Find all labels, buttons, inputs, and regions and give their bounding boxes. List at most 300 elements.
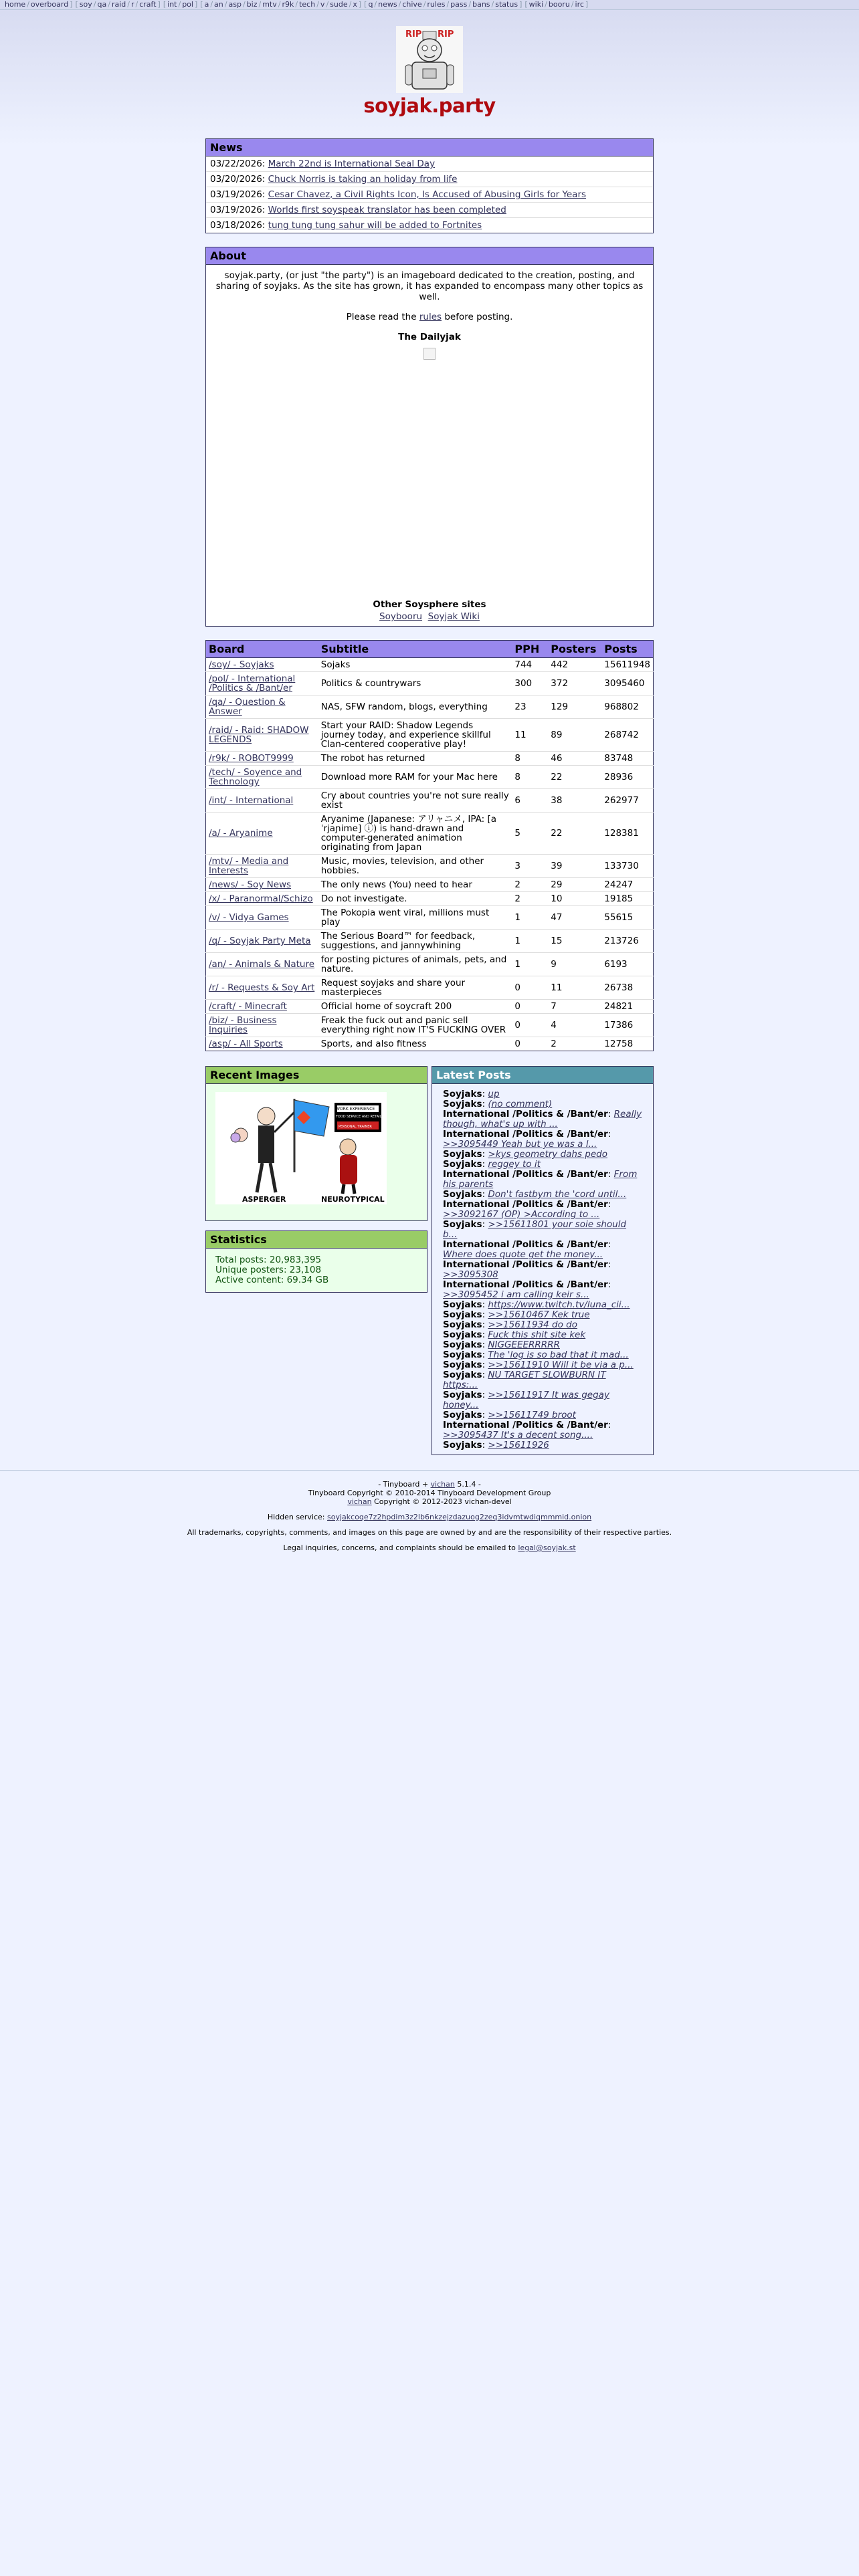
nav-link-chive[interactable]: chive [402, 0, 422, 9]
nav-link-raid[interactable]: raid [111, 0, 126, 9]
nav-link-a[interactable]: a [204, 0, 209, 9]
legal-email-link[interactable]: legal@soyjak.st [518, 1543, 576, 1552]
board-link[interactable]: /r9k/ - ROBOT9999 [209, 753, 294, 764]
board-pph-cell: 300 [512, 672, 548, 695]
latest-post-link[interactable]: NIGGEEERRRRR [488, 1339, 560, 1350]
board-posters-cell: 372 [548, 672, 601, 695]
statistics-box [205, 1230, 427, 1293]
latest-post-link[interactable]: Don't fastbym the 'cord until... [488, 1189, 627, 1200]
rules-post-text: before posting. [442, 312, 513, 322]
latest-post-link[interactable]: >kys geometry dahs pedo [488, 1149, 607, 1160]
board-subtitle-cell: NAS, SFW random, blogs, everything [318, 695, 512, 719]
latest-posts-list [432, 1084, 653, 1455]
nav-link-int[interactable]: int [167, 0, 177, 9]
board-row [206, 976, 654, 1000]
board-posters-cell: 89 [548, 719, 601, 752]
news-item [206, 203, 653, 218]
latest-post-board: International /Politics & /Bant/er [443, 1109, 608, 1119]
board-posts-cell: 262977 [601, 789, 653, 813]
sign-text-3: PERSONAL TRAINER [339, 1125, 372, 1129]
board-link[interactable]: /x/ - Paranormal/Schizo [209, 893, 313, 904]
board-posts-cell: 268742 [601, 719, 653, 752]
latest-post-link[interactable]: >>3095449 Yeah but ye was a l... [443, 1139, 597, 1150]
board-pph-cell: 11 [512, 719, 548, 752]
nav-link-q[interactable]: q [368, 0, 373, 9]
latest-post-item: International /Politics & /Bant/er: >>3095437 It's a decent song.... [443, 1420, 611, 1440]
board-link[interactable]: /a/ - Aryanime [209, 828, 273, 839]
board-posts-cell: 133730 [601, 855, 653, 878]
footer [0, 1470, 859, 1552]
about-text: soyjak.party, (or just "the party") is an imageboard dedicated to the creation, posting, and sharing of soyjaks. As the site has grown, it has expanded to encompass many other topics as well. [215, 270, 644, 302]
board-link[interactable]: /qa/ - Question & Answer [209, 697, 286, 717]
board-subtitle-cell: Aryanime (Japanese: アリャニメ, IPA: [aˈrjaɲime] ⓘ) is hand-drawn and computer-generated animation originating from Japan [318, 813, 512, 855]
board-row [206, 672, 654, 695]
latest-post-item: Soyjaks: >kys geometry dahs pedo [443, 1149, 607, 1160]
latest-post-link[interactable]: >>15611749 broot [488, 1410, 576, 1420]
about-box [205, 247, 654, 627]
latest-post-item: Soyjaks: >>15610467 Kek true [443, 1309, 590, 1320]
news-date: 03/22/2026: [210, 158, 266, 169]
board-link[interactable]: /tech/ - Soyence and Technology [209, 767, 302, 787]
board-posters-cell: 2 [548, 1037, 601, 1051]
nav-link-mtv[interactable]: mtv [262, 0, 277, 9]
footer-trademark: All trademarks, copyrights, comments, and images on this page are owned by and are the responsibility of their respective parties. [187, 1528, 672, 1537]
board-posts-cell: 26738 [601, 976, 653, 1000]
footer-version-post: 5.1.4 - [454, 1480, 481, 1489]
latest-posts-box [432, 1066, 654, 1455]
latest-post-link[interactable]: >>3092167 (OP) >According to ... [443, 1209, 600, 1220]
latest-post-board: Soyjaks [443, 1390, 482, 1400]
footer-hidden-service [0, 1513, 859, 1521]
latest-post-link[interactable]: Really though, what's up with ... [443, 1109, 642, 1130]
board-link[interactable]: /int/ - International [209, 795, 294, 806]
latest-post-board: Soyjaks [443, 1319, 482, 1330]
broken-image-icon [423, 348, 436, 360]
news-item [206, 218, 653, 233]
recent-images-title: Recent Images [206, 1067, 427, 1084]
board-posters-cell: 29 [548, 878, 601, 892]
board-pph-cell: 0 [512, 976, 548, 1000]
latest-post-link[interactable]: >>3095308 [443, 1269, 498, 1280]
nav-link-qa[interactable]: qa [97, 0, 107, 9]
latest-post-link[interactable]: >>15610467 Kek true [488, 1309, 590, 1320]
news-link[interactable]: March 22nd is International Seal Day [268, 158, 436, 169]
latest-post-board: International /Politics & /Bant/er [443, 1259, 608, 1270]
board-posters-cell: 22 [548, 813, 601, 855]
board-pph-cell: 23 [512, 695, 548, 719]
nav-link-bans[interactable]: bans [472, 0, 490, 9]
board-subtitle-cell: Request soyjaks and share your masterpieces [318, 976, 512, 1000]
board-row [206, 789, 654, 813]
board-subtitle-cell: Cry about countries you're not sure really exist [318, 789, 512, 813]
board-pph-cell: 8 [512, 752, 548, 766]
latest-post-item: Soyjaks: https://www.twitch.tv/luna_cii... [443, 1299, 630, 1310]
latest-post-link[interactable]: up [488, 1089, 500, 1099]
top-navigation-bar: home / overboard ] [ soy / qa / raid / r / craft ] [ int / pol ] [ a / an / asp / biz / mtv / r9k / tech / v / sude / x ] [ q / news / chive / rules / pass / bans / status ] [ wiki / booru / irc ] [0, 0, 859, 10]
sign-text-1: WORK EXPERIENCE [336, 1107, 375, 1111]
board-subtitle-cell: The robot has returned [318, 752, 512, 766]
latest-post-item: Soyjaks: The 'log is so bad that it mad... [443, 1350, 629, 1360]
board-subtitle-cell: Freak the fuck out and panic sell everything right now IT'S FUCKING OVER [318, 1014, 512, 1037]
board-row [206, 930, 654, 953]
board-posters-cell: 442 [548, 658, 601, 672]
bottom-panels [205, 1066, 654, 1451]
board-subtitle-cell: The only news (You) need to hear [318, 878, 512, 892]
news-link[interactable]: Chuck Norris is taking an holiday from life [268, 174, 458, 185]
board-row [206, 878, 654, 892]
latest-post-link[interactable]: (no comment) [488, 1099, 553, 1109]
board-link[interactable]: /q/ - Soyjak Party Meta [209, 936, 311, 946]
board-subtitle-cell: for posting pictures of animals, pets, and nature. [318, 953, 512, 976]
soyjak-wiki-link[interactable]: Soyjak Wiki [427, 611, 480, 622]
board-link[interactable]: /r/ - Requests & Soy Art [209, 982, 315, 993]
board-link-cell [206, 658, 318, 672]
stat-active-content: Active content: 69.34 GB [215, 1275, 329, 1285]
news-item [206, 156, 653, 172]
rules-pre-text: Please read the [346, 312, 419, 322]
latest-post-board: Soyjaks [443, 1350, 482, 1360]
board-subtitle-cell: Download more RAM for your Mac here [318, 766, 512, 789]
latest-post-item: Soyjaks: NIGGEEERRRRR [443, 1339, 560, 1350]
latest-post-board: International /Politics & /Bant/er [443, 1279, 608, 1290]
latest-post-link[interactable]: >>15611934 do do [488, 1319, 577, 1330]
nav-link-overboard[interactable]: overboard [30, 0, 69, 9]
nav-link-r9k[interactable]: r9k [282, 0, 294, 9]
board-subtitle-cell: Politics & countrywars [318, 672, 512, 695]
latest-post-board: Soyjaks [443, 1309, 482, 1320]
nav-link-soy[interactable]: soy [79, 0, 92, 9]
site-title: soyjak.party [363, 94, 496, 117]
header-pph: PPH [512, 641, 548, 658]
board-link-cell [206, 953, 318, 976]
latest-post-item: Soyjaks: >>15611801 your soie should b... [443, 1219, 627, 1240]
board-posts-cell: 12758 [601, 1037, 653, 1051]
latest-post-link[interactable]: Where does quote get the money... [443, 1249, 603, 1260]
latest-post-link[interactable]: The 'log is so bad that it mad... [488, 1350, 629, 1360]
vichan-devel-link[interactable]: vichan [347, 1497, 372, 1506]
board-posters-cell: 4 [548, 1014, 601, 1037]
legal-pre-text: Legal inquiries, concerns, and complaints should be emailed to [283, 1543, 518, 1552]
board-link-cell [206, 766, 318, 789]
news-link[interactable]: Cesar Chavez, a Civil Rights Icon, Is Accused of Abusing Girls for Years [268, 189, 587, 200]
board-posters-cell: 47 [548, 906, 601, 930]
board-link-cell [206, 930, 318, 953]
latest-post-board: Soyjaks [443, 1159, 482, 1170]
latest-post-board: International /Politics & /Bant/er [443, 1420, 608, 1430]
board-link[interactable]: /pol/ - International /Politics & /Bant/er [209, 673, 296, 693]
board-link[interactable]: /asp/ - All Sports [209, 1039, 283, 1049]
latest-post-item: International /Politics & /Bant/er: Where does quote get the money... [443, 1239, 611, 1260]
nav-link-an[interactable]: an [214, 0, 223, 9]
board-link[interactable]: /an/ - Animals & Nature [209, 959, 315, 970]
board-subtitle-cell: Official home of soycraft 200 [318, 1000, 512, 1014]
latest-post-link[interactable]: >>15611801 your soie should b... [443, 1219, 627, 1240]
board-posters-cell: 11 [548, 976, 601, 1000]
nav-link-biz[interactable]: biz [246, 0, 258, 9]
rules-notice [213, 312, 646, 322]
news-title: News [206, 139, 653, 156]
board-link-cell [206, 878, 318, 892]
nav-link-craft[interactable]: craft [139, 0, 157, 9]
board-link-cell [206, 752, 318, 766]
board-link-cell [206, 906, 318, 930]
latest-post-board: International /Politics & /Bant/er [443, 1199, 608, 1210]
latest-post-link[interactable]: >>15611926 [488, 1440, 549, 1451]
latest-post-board: International /Politics & /Bant/er [443, 1239, 608, 1250]
recent-image-thumbnail[interactable] [215, 1092, 387, 1204]
latest-post-link[interactable]: NU TARGET SLOWBURN IT https:... [443, 1370, 606, 1390]
board-pph-cell: 1 [512, 953, 548, 976]
latest-post-board: Soyjaks [443, 1089, 482, 1099]
nav-link-pass[interactable]: pass [450, 0, 468, 9]
dailyjak-image [213, 348, 646, 599]
nav-link-v[interactable]: v [320, 0, 325, 9]
board-posters-cell: 129 [548, 695, 601, 719]
nav-link-sude[interactable]: sude [330, 0, 348, 9]
nav-link-x[interactable]: x [353, 0, 357, 9]
board-subtitle-cell: Music, movies, television, and other hobbies. [318, 855, 512, 878]
header-posters: Posters [548, 641, 601, 658]
latest-post-board: Soyjaks [443, 1339, 482, 1350]
board-row [206, 906, 654, 930]
board-pph-cell: 1 [512, 906, 548, 930]
sign-text-2: FOOD SERVICE AND RETAIL [336, 1115, 382, 1119]
board-row [206, 855, 654, 878]
board-posts-cell: 19185 [601, 892, 653, 906]
latest-post-item: Soyjaks: reggey to it [443, 1159, 541, 1170]
board-row [206, 892, 654, 906]
latest-post-item: Soyjaks: >>15611917 It was gegay honey... [443, 1390, 609, 1410]
board-posts-cell: 55615 [601, 906, 653, 930]
news-date: 03/18/2026: [210, 220, 266, 231]
latest-post-board: Soyjaks [443, 1189, 482, 1200]
news-item [206, 187, 653, 203]
latest-post-link[interactable]: >>15611917 It was gegay honey... [443, 1390, 609, 1410]
board-link-cell [206, 1014, 318, 1037]
latest-post-board: Soyjaks [443, 1360, 482, 1370]
latest-post-board: Soyjaks [443, 1149, 482, 1160]
latest-post-board: Soyjaks [443, 1299, 482, 1310]
board-link-cell [206, 719, 318, 752]
board-subtitle-cell: Sports, and also fitness [318, 1037, 512, 1051]
board-row [206, 813, 654, 855]
latest-post-link[interactable]: https://www.twitch.tv/luna_cii... [488, 1299, 630, 1310]
latest-post-board: Soyjaks [443, 1410, 482, 1420]
news-link[interactable]: Worlds first soyspeak translator has been completed [268, 205, 506, 215]
nav-link-status[interactable]: status [495, 0, 518, 9]
latest-post-item: International /Politics & /Bant/er: >>3095449 Yeah but ye was a l... [443, 1129, 611, 1150]
board-posters-cell: 22 [548, 766, 601, 789]
latest-post-board: Soyjaks [443, 1329, 482, 1340]
board-posts-cell: 213726 [601, 930, 653, 953]
vichan-link[interactable]: vichan [430, 1480, 455, 1489]
latest-post-link[interactable]: reggey to it [488, 1159, 541, 1170]
footer-tinyboard-copyright: Tinyboard Copyright © 2010-2014 Tinyboard Development Group [308, 1489, 551, 1497]
board-pph-cell: 8 [512, 766, 548, 789]
board-row [206, 1000, 654, 1014]
label-neurotypical: NEUROTYPICAL [321, 1195, 385, 1204]
board-subtitle-cell: The Serious Board™ for feedback, suggestions, and jannywhining [318, 930, 512, 953]
nav-link-home[interactable]: home [5, 0, 26, 9]
board-posters-cell: 46 [548, 752, 601, 766]
board-link-cell [206, 789, 318, 813]
board-posts-cell: 6193 [601, 953, 653, 976]
site-header [0, 26, 859, 117]
board-posts-cell: 128381 [601, 813, 653, 855]
board-row [206, 719, 654, 752]
latest-post-item: Soyjaks: >>15611926 [443, 1440, 549, 1451]
board-row [206, 766, 654, 789]
statistics-title: Statistics [206, 1231, 427, 1249]
board-posts-cell: 24247 [601, 878, 653, 892]
latest-post-item: Soyjaks: NU TARGET SLOWBURN IT https:... [443, 1370, 606, 1390]
news-date: 03/19/2026: [210, 189, 266, 200]
latest-post-item: International /Politics & /Bant/er: Really though, what's up with ... [443, 1109, 642, 1130]
other-sites-title: Other Soysphere sites [373, 599, 486, 610]
board-posts-cell: 3095460 [601, 672, 653, 695]
latest-post-board: International /Politics & /Bant/er [443, 1169, 608, 1180]
latest-post-item: Soyjaks: Fuck this shit site kek [443, 1329, 586, 1340]
board-link[interactable]: /news/ - Soy News [209, 879, 292, 890]
rules-link[interactable]: rules [419, 312, 442, 322]
latest-post-link[interactable]: >>3095437 It's a decent song.... [443, 1430, 593, 1440]
board-subtitle-cell: Do not investigate. [318, 892, 512, 906]
latest-post-item: International /Politics & /Bant/er: From his parents [443, 1169, 638, 1190]
board-pph-cell: 2 [512, 892, 548, 906]
latest-post-link[interactable]: >>15611910 Will it be via a p... [488, 1360, 634, 1370]
board-pph-cell: 0 [512, 1000, 548, 1014]
news-date: 03/19/2026: [210, 205, 266, 215]
label-asperger: ASPERGER [242, 1195, 286, 1204]
board-row [206, 695, 654, 719]
board-link[interactable]: /craft/ - Minecraft [209, 1001, 287, 1012]
latest-post-item: Soyjaks: (no comment) [443, 1099, 553, 1109]
stat-unique-posters: Unique posters: 23,108 [215, 1265, 322, 1275]
board-posts-cell: 24821 [601, 1000, 653, 1014]
nav-link-news[interactable]: news [378, 0, 397, 9]
board-link-cell [206, 855, 318, 878]
latest-post-board: International /Politics & /Bant/er [443, 1129, 608, 1140]
board-pph-cell: 744 [512, 658, 548, 672]
news-item [206, 172, 653, 187]
news-link[interactable]: tung tung tung sahur will be added to Fortnites [268, 220, 482, 231]
nav-link-irc[interactable]: irc [575, 0, 584, 9]
svg-text:RIP: RIP [438, 29, 454, 39]
board-link-cell [206, 695, 318, 719]
about-title: About [206, 247, 653, 265]
board-posts-cell: 83748 [601, 752, 653, 766]
latest-post-item: International /Politics & /Bant/er: >>3095308 [443, 1259, 611, 1280]
board-posters-cell: 7 [548, 1000, 601, 1014]
nav-link-wiki[interactable]: wiki [529, 0, 544, 9]
nav-link-r[interactable]: r [130, 0, 134, 9]
board-subtitle-cell: Start your RAID: Shadow Legends journey today, and experience skillful Clan-centered cooperative play! [318, 719, 512, 752]
board-link-cell [206, 1037, 318, 1051]
board-posts-cell: 968802 [601, 695, 653, 719]
soyjak-robot-logo-icon[interactable] [396, 26, 463, 93]
boards-table [205, 640, 654, 1051]
board-posts-cell: 28936 [601, 766, 653, 789]
latest-post-item: Soyjaks: up [443, 1089, 500, 1099]
board-posts-cell: 17386 [601, 1014, 653, 1037]
boards-header-row [206, 641, 654, 658]
board-row [206, 1014, 654, 1037]
dailyjak-title: The Dailyjak [398, 332, 461, 342]
board-link[interactable]: /mtv/ - Media and Interests [209, 856, 289, 876]
board-link-cell [206, 813, 318, 855]
soybooru-link[interactable]: Soybooru [379, 611, 423, 622]
board-subtitle-cell: The Pokopia went viral, millions must play [318, 906, 512, 930]
footer-version [0, 1480, 859, 1506]
latest-post-link[interactable]: >>3095452 i am calling keir s... [443, 1289, 589, 1300]
latest-post-item: Soyjaks: Don't fastbym the 'cord until... [443, 1189, 627, 1200]
latest-post-link[interactable]: From his parents [443, 1169, 638, 1190]
board-link[interactable]: /soy/ - Soyjaks [209, 659, 274, 670]
board-link-cell [206, 892, 318, 906]
nav-link-asp[interactable]: asp [228, 0, 242, 9]
latest-posts-title: Latest Posts [432, 1067, 653, 1084]
board-link[interactable]: /v/ - Vidya Games [209, 912, 289, 923]
board-pph-cell: 2 [512, 878, 548, 892]
board-link[interactable]: /raid/ - Raid: SHADOW LEGENDS [209, 725, 309, 745]
hidden-service-label: Hidden service: [267, 1513, 328, 1521]
header-board: Board [206, 641, 318, 658]
latest-post-board: Soyjaks [443, 1099, 482, 1109]
board-pph-cell: 1 [512, 930, 548, 953]
other-sites-links [213, 611, 646, 622]
board-posters-cell: 15 [548, 930, 601, 953]
footer-vichan-copyright: Copyright © 2012-2023 vichan-devel [371, 1497, 512, 1506]
footer-version-pre: - Tinyboard + [378, 1480, 431, 1489]
news-list [206, 156, 653, 233]
board-row [206, 658, 654, 672]
board-posters-cell: 10 [548, 892, 601, 906]
nav-link-rules[interactable]: rules [427, 0, 446, 9]
latest-post-item: Soyjaks: >>15611934 do do [443, 1319, 577, 1330]
nav-link-booru[interactable]: booru [548, 0, 570, 9]
board-link-cell [206, 976, 318, 1000]
board-link-cell [206, 672, 318, 695]
news-date: 03/20/2026: [210, 174, 266, 185]
latest-post-item: International /Politics & /Bant/er: >>3092167 (OP) >According to ... [443, 1199, 611, 1220]
nav-link-pol[interactable]: pol [182, 0, 193, 9]
latest-post-board: Soyjaks [443, 1219, 482, 1230]
latest-post-item: International /Politics & /Bant/er: >>3095452 i am calling keir s... [443, 1279, 611, 1300]
footer-legal [0, 1543, 859, 1552]
board-subtitle-cell: Sojaks [318, 658, 512, 672]
board-pph-cell: 0 [512, 1037, 548, 1051]
board-pph-cell: 6 [512, 789, 548, 813]
recent-images-box [205, 1066, 427, 1221]
board-row [206, 752, 654, 766]
board-pph-cell: 5 [512, 813, 548, 855]
board-posters-cell: 9 [548, 953, 601, 976]
board-link-cell [206, 1000, 318, 1014]
stat-total-posts: Total posts: 20,983,395 [215, 1255, 322, 1265]
latest-post-item: Soyjaks: >>15611749 broot [443, 1410, 576, 1420]
board-row [206, 1037, 654, 1051]
latest-post-item: Soyjaks: >>15611910 Will it be via a p... [443, 1360, 634, 1370]
board-pph-cell: 3 [512, 855, 548, 878]
nav-link-tech[interactable]: tech [299, 0, 316, 9]
onion-link[interactable]: soyjakcoqe7z2hpdim3z2lb6nkzejzdazuog2zeq3idvmtwdiqmmmid.onion [327, 1513, 592, 1521]
header-posts: Posts [601, 641, 653, 658]
board-link[interactable]: /biz/ - Business Inquiries [209, 1015, 277, 1035]
latest-post-board: Soyjaks [443, 1370, 482, 1380]
header-subtitle: Subtitle [318, 641, 512, 658]
board-posts-cell: 15611948 [601, 658, 653, 672]
latest-post-link[interactable]: Fuck this shit site kek [488, 1329, 586, 1340]
